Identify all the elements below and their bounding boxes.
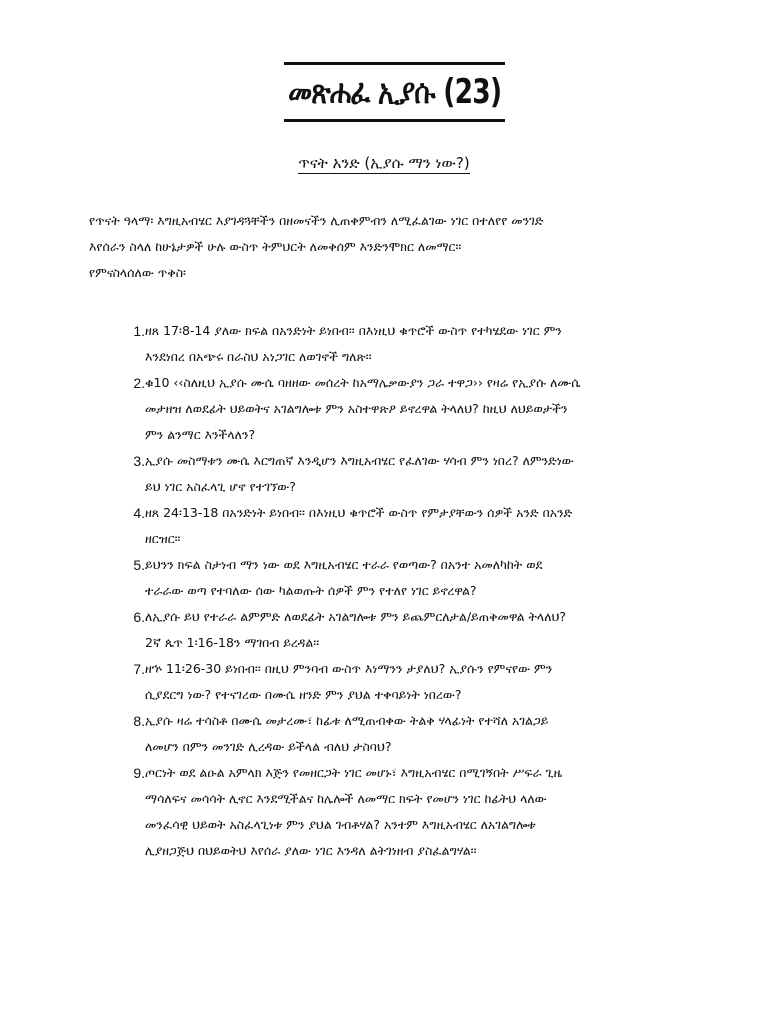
title-banner	[284, 62, 505, 122]
study-goal-line-1: የጥናት ዓላማ፡ እግዚአብሄር እያገዳጓቸችን በዘመናችን ሊጠቀምብን ለሚፈልገው ነገር በተለየየ መንገድ	[89, 213, 544, 228]
question-text-line: ይህንን ክፍል ስታነብ ማን ነው ወደ እግዚአብሄር ተራራ የወጣው? በአንተ አመለካከት ወደ	[145, 557, 543, 572]
question-number: 4.	[133, 505, 145, 521]
question-text-line: ምን ልንማር እንችላለን?	[145, 427, 256, 442]
question-item	[89, 656, 729, 708]
study-goal-line-2: እየሰራን ስላለ ከሁኔታዎች ሁሉ ውስጥ ትምህርት ለመቅሰም እንድንሞክር ለመማር፡፡	[89, 239, 462, 254]
question-text-line: ኢያሱ መስማቱን ሙሴ እርግጠኛ እንዲሆን እግዚአብሄር የፈለገው ሃሳብ ምን ነበረ? ለምንድነው	[145, 453, 574, 468]
question-number: 2.	[133, 375, 145, 391]
lesson-heading-text: ጥናት አንድ (ኢያሱ ማን ነው?)	[298, 154, 470, 172]
question-text-line: ለኢያሱ ይህ የተራራ ልምምድ ለወደፊት አገልግሎቱ ምን ይጨምርለታል/ይጠቅመዋል ትላለህ?	[145, 609, 567, 624]
question-text-line: ይህ ነገር አስፈላጊ ሆኖ የተገኘው?	[145, 479, 296, 494]
question-number: 3.	[133, 453, 145, 469]
question-number: 6.	[133, 609, 145, 625]
question-text-line: ዘኍ 11፡26-30 ይነበብ፡፡ በዚህ ምንባብ ውስጥ እነማንን ታያለህ? ኢያሱን የምናየው ምን	[145, 661, 553, 676]
question-text-line: መታዘዝ ለወደፊት ህይወትና አገልግሎቱ ምን አስተዋጽዖ ይኖረዋል ትላለህ? ከዚህ ለህይወታችን	[145, 401, 568, 416]
question-text-line: ዘጸ 24፡13-18 በአንድነት ይነበብ፡፡ በእነዚህ ቁጥሮች ውስጥ የምታያቸውን ሰዎች አንድ በአንድ	[145, 505, 573, 520]
question-item	[89, 552, 729, 604]
question-number: 8.	[133, 713, 145, 729]
question-item	[89, 760, 729, 864]
question-item	[89, 370, 729, 448]
question-text-line: መንፈሳዊ ህይወት አስፈላጊነቱ ምን ያህል ገብቶሃል? አንተም እግዚአብሄር ለአገልግሎቱ	[145, 817, 536, 832]
question-text-line: ሊያዘጋጅህ በህይወትህ እየሰራ ያለው ነገር እንዳለ ልትገነዘብ ያስፈልግሃል፡፡	[145, 843, 477, 858]
question-text-line: ዘርዝር፡፡	[145, 531, 181, 546]
question-text-line: ማሳለፍና መሳሳት ሊኖር እንደሚችልና ከሌሎች ለመማር ክፍት የመሆን ነገር ከፊትህ ላለው	[145, 791, 547, 806]
question-number: 1.	[133, 323, 145, 339]
question-text-line: ዘጸ 17፡8-14 ያለው ክፍል በአንድነት ይነበብ፡፡ በእነዚህ ቁጥሮች ውስጥ የተካሄደው ነገር ምን	[145, 323, 562, 338]
question-text-line: ተራራው ወጣ የተባለው ሰው ካልወጡት ሰዎች ምን የተለየ ነገር ይኖረዋል?	[145, 583, 477, 598]
question-number: 7.	[133, 661, 145, 677]
lesson-heading	[0, 154, 768, 172]
question-item	[89, 708, 729, 760]
reflection-verse-label: የምናስላሰለው ጥቅስ፡	[89, 265, 187, 280]
question-text-line: ጦርነት ወደ ልዑል አምላክ እጅን የመዘርጋት ነገር መሆኑ፣ እግዚአብሄር በሚገኝበት ሥፍራ ጊዜ	[145, 765, 563, 780]
question-text-line: 2ኛ ጴጥ 1፡16-18ን ማገበብ ይረዳል፡፡	[145, 635, 320, 650]
question-number: 5.	[133, 557, 145, 573]
question-text-line: ለመሆን በምን መንገድ ሊረዳው ይችላል ብለህ ታስባህ?	[145, 739, 392, 754]
question-item	[89, 318, 729, 370]
question-list	[89, 318, 729, 864]
question-text-line: እንደነበረ በአጭሩ በራስህ አነጋገር ለወገኖች ግለጽ፡፡	[145, 349, 372, 364]
question-text-line: ቁ10 ‹‹ስለዚህ ኢያሱ ሙሴ ባዘዘው መሰረት ከአማሌቃውያን ጋራ ተዋጋ›› የዛሬ የኢያሱ ለሙሴ	[145, 375, 581, 390]
question-number: 9.	[133, 765, 145, 781]
question-item	[89, 500, 729, 552]
question-item	[89, 604, 729, 656]
question-text-line: ሲያደርግ ነው? የተናገረው በሙሴ ዘንድ ምን ያህል ተቀባይነት ነበረው?	[145, 687, 462, 702]
question-text-line: ኢያሱ ዛሬ ተሳስቶ በሙሴ መታረሙ፣ ከፊቱ ለሚጠብቀው ትልቅ ሃላፊነት የተሻለ አገልጋይ	[145, 713, 549, 728]
question-item	[89, 448, 729, 500]
document-title: መጽሐፈ ኢያሱ (23)	[287, 72, 502, 112]
intro-section	[89, 208, 719, 286]
